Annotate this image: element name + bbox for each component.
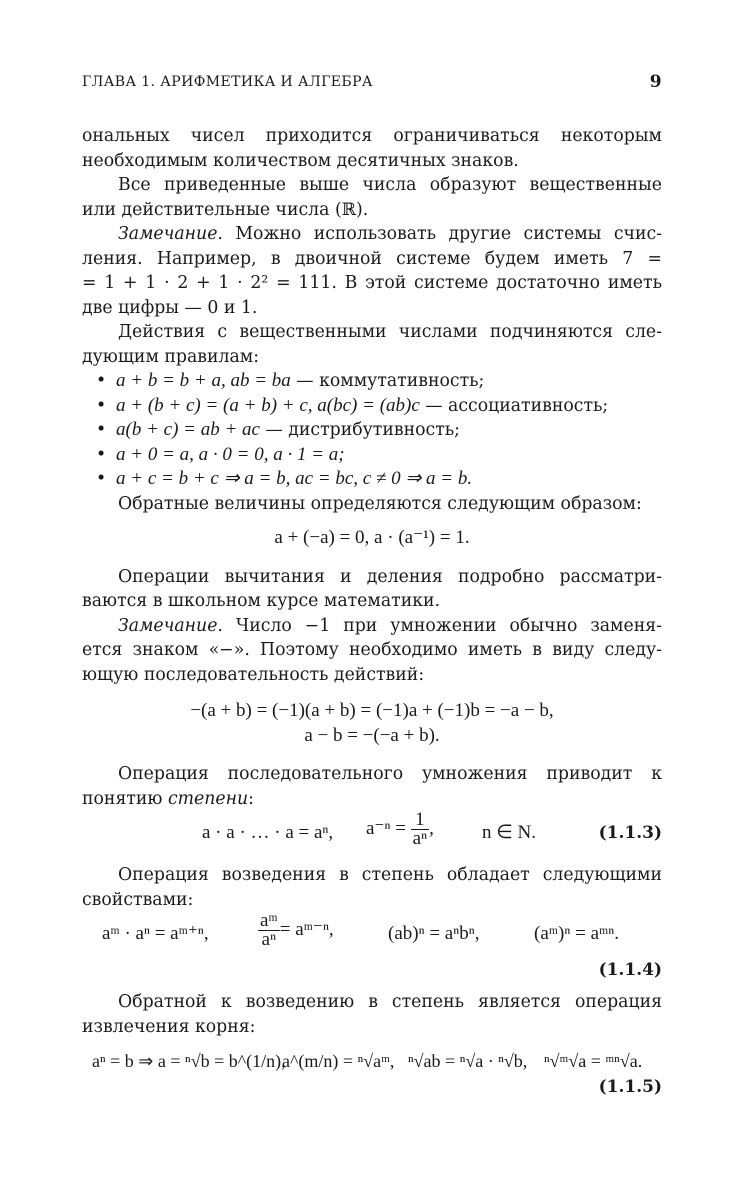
eq-rhs: = aᵐ⁻ⁿ,	[279, 918, 334, 940]
eq-natural: n ∈ N.	[482, 822, 537, 843]
text-line: извлечения корня:	[82, 1016, 256, 1037]
equation-1-1-5	[82, 1039, 662, 1075]
rule-item	[82, 443, 662, 468]
numerator: aᵐ	[260, 910, 278, 931]
bullet-icon: •	[96, 469, 107, 489]
rule-math: a + b = b + a, ab = ba	[116, 370, 291, 391]
denominator: aⁿ	[261, 929, 277, 950]
text-line: Обратные величины определяются следующим образом:	[118, 493, 642, 514]
remark-label: Замечание	[118, 615, 218, 636]
text-fragment: . Можно использовать другие системы счис-	[217, 224, 662, 244]
text-line: две цифры — 0 и 1.	[82, 297, 258, 318]
equation-1-1-4	[82, 912, 662, 958]
text-line: Обратной к возведению в степень является операция	[118, 992, 662, 1012]
equation-negation-1: −(a + b) = (−1)(a + b) = (−1)a + (−1)b = −a − b,	[190, 700, 554, 721]
numerator: 1	[411, 811, 429, 830]
text-fragment: :	[248, 788, 254, 809]
rule-item	[82, 394, 662, 419]
equation-number: (1.1.5)	[598, 1077, 662, 1097]
eq-power-of-product: (ab)ⁿ = aⁿbⁿ,	[388, 923, 480, 944]
equation-negation-2: a − b = −(−a + b).	[304, 724, 440, 746]
rule-math: a + 0 = a, a · 0 = 0, a · 1 = a;	[116, 443, 345, 465]
running-header	[82, 74, 662, 94]
rule-item	[82, 369, 662, 394]
text-line: ления. Например, в двоичной системе будем иметь 7 =	[82, 248, 662, 269]
eq-power-def: a · a · … · a = aⁿ,	[202, 822, 334, 843]
eq-lhs: a⁻ⁿ =	[366, 817, 406, 839]
equation-number-row	[82, 958, 662, 984]
denominator: aⁿ	[412, 828, 428, 849]
eq-root-def: aⁿ = b ⇒ a = ⁿ√b = b^(1/n),	[92, 1051, 286, 1071]
eq-power-of-power: (aᵐ)ⁿ = aᵐⁿ.	[534, 923, 620, 944]
equation-number-row	[82, 1075, 662, 1101]
text-line: ваются в школьном курсе математики.	[82, 591, 441, 611]
eq-negative-power: a⁻ⁿ = $\frac{1}{\text{aⁿ}}$ ,	[366, 809, 434, 849]
text-line: ональных чисел приходится ограничиваться некоторым	[82, 126, 662, 146]
rule-math: a + (b + c) = (a + b) + c, a(bc) = (ab)c	[116, 394, 420, 416]
text-fragment: понятию	[82, 788, 168, 809]
text-line: = 1 + 1 · 2 + 1 · 2² = 111. В этой системе достаточно иметь	[82, 273, 662, 293]
bullet-icon: •	[96, 420, 107, 440]
text-line: необходимым количеством десятичных знаков.	[82, 150, 519, 171]
equation-inverse: a + (−a) = 0, a · (a⁻¹) = 1.	[274, 527, 470, 548]
eq-nested-root: ⁿ√ᵐ√a = ᵐⁿ√a.	[544, 1051, 643, 1071]
fraction	[411, 811, 429, 848]
text-line: Все приведенные выше числа образуют вещественные	[118, 175, 662, 195]
text-line: дующим правилам:	[82, 346, 260, 367]
text-line: свойствами:	[82, 889, 194, 910]
bullet-icon: •	[96, 395, 107, 416]
eq-root-of-product: ⁿ√ab = ⁿ√a · ⁿ√b,	[408, 1051, 528, 1071]
eq-fractional-power: a^(m/n) = ⁿ√aᵐ,	[282, 1051, 395, 1071]
rule-item	[82, 418, 662, 443]
rule-text: — коммутативность;	[290, 371, 485, 391]
text-line: Операции вычитания и деления подробно рассматри-	[118, 566, 662, 587]
rule-text: — дистрибутивность;	[259, 420, 461, 440]
remark-line	[82, 614, 662, 639]
page-number: 9	[649, 72, 662, 92]
rule-text: — ассоциативность;	[419, 395, 609, 416]
rule-item	[82, 467, 662, 492]
equation-number: (1.1.4)	[598, 960, 662, 980]
eq-product-powers: aᵐ · aⁿ = aᵐ⁺ⁿ,	[102, 923, 209, 944]
equation-1-1-3	[82, 811, 662, 855]
remark-label: Замечание	[118, 224, 218, 244]
text-fragment: . Число −1 при умножении обычно заменя-	[217, 615, 662, 636]
text-line: Операция возведения в степень обладает следующими	[118, 865, 662, 885]
text-line: ющую последовательность действий:	[82, 664, 425, 685]
eq-quotient-powers	[258, 912, 334, 949]
chapter-title: ГЛАВА 1. АРИФМЕТИКА И АЛГЕБРА	[82, 74, 373, 90]
text-line: Действия с вещественными числами подчиняются сле-	[118, 322, 662, 342]
remark-line	[82, 222, 662, 247]
term-power: степени	[167, 788, 249, 809]
bullet-icon: •	[96, 444, 107, 465]
bullet-icon: •	[96, 371, 107, 391]
equation-number: (1.1.3)	[598, 823, 662, 843]
rule-math: a(b + c) = ab + ac	[116, 419, 260, 440]
text-line: ется знаком «−». Поэтому необходимо иметь в виду следу-	[82, 640, 662, 660]
fraction	[258, 912, 280, 949]
text-line: Операция последовательного умножения приводит к	[118, 764, 662, 784]
page-body	[82, 124, 662, 1101]
text-line	[82, 787, 662, 812]
rule-math: a + c = b + c ⇒ a = b, ac = bc, c ≠ 0 ⇒ a = b.	[116, 468, 473, 489]
text-line: или действительные числа (ℝ).	[82, 199, 369, 220]
